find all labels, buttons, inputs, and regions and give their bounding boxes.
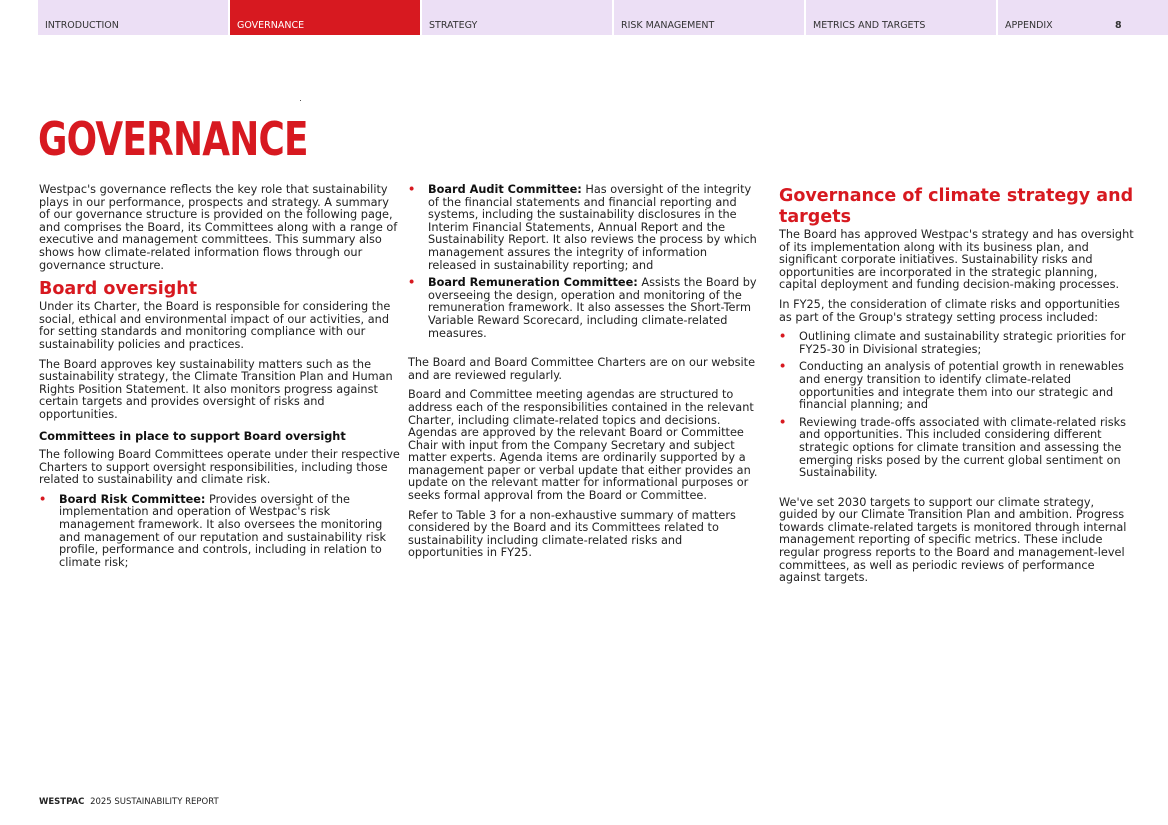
charters-paragraph: The Board and Board Committee Charters are on our website and are reviewed regularly. [408, 356, 756, 382]
page-title: GOVERNANCE [38, 112, 308, 166]
list-item-text: Reviewing trade-offs associated with climate-related risks and opportunities. This included considering different strategic options for climate transition and assessing the emerging risks posed by the current global sentiment on Sustainability. [799, 415, 1127, 480]
board-charter-paragraph: Under its Charter, the Board is responsible for considering the social, ethical and environmental impact of our activities, and for setting standards and monitoring compliance with our sustainability policies and practices. [39, 300, 391, 351]
agendas-paragraph: Board and Committee meeting agendas are structured to address each of the responsibilities contained in the relevant Charter, including climate-related topics and decisions. Agendas are approved by the relevant Board or Committee Chair with input from the Company Secretary and subject matter experts. Agenda items are ordinarily supported by a management paper or verbal update that either provides an update on the relevant matter for informational purposes or seeks formal approval from the Board or Committee. [408, 388, 754, 503]
footer-brand: WESTPAC [39, 797, 85, 807]
climate-governance-heading: Governance of climate strategy and targets [779, 186, 1134, 227]
committee-list-continued [408, 184, 758, 340]
tab-governance[interactable]: GOVERNANCE [230, 0, 420, 35]
bullet-icon: • [408, 276, 416, 290]
strategy-approval-paragraph: The Board has approved Westpac's strategy and has oversight of its implementation along with its business plan, and significant corporate initiatives. Sustainability risks and opportunities are incorporated in the strategic planning, capital deployment and funding decision-making processes. [779, 228, 1134, 292]
decorative-dot [300, 100, 301, 101]
strategy-process-list [779, 331, 1136, 480]
list-item [779, 331, 1136, 356]
bullet-icon: • [408, 183, 416, 196]
intro-paragraph: Westpac's governance reflects the key role that sustainability plays in our performance, prospects and strategy. A summary of our governance structure is provided on the following page, and comprises the Board, its Committees along with a range of executive and management committees. This summary also shows how climate-related information flows through our governance structure. [39, 183, 398, 272]
tab-metrics-and-targets[interactable]: METRICS AND TARGETS [806, 0, 996, 35]
column-left [39, 184, 401, 576]
fy25-consideration-paragraph: In FY25, the consideration of climate risks and opportunities as part of the Group's strategy setting process included: [779, 297, 1120, 324]
remuneration-committee-text: Assists the Board by overseeing the design, operation and monitoring of the remuneration framework. It also assesses the Short-Term Variable Reward Scorecard, including climate-related measures. [428, 276, 757, 340]
tab-strategy[interactable]: STRATEGY [422, 0, 612, 35]
tab-risk-management[interactable]: RISK MANAGEMENT [614, 0, 804, 35]
table-reference-paragraph: Refer to Table 3 for a non-exhaustive summary of matters considered by the Board and its Committees related to sustainability including climate-related risks and opportunities in FY25. [408, 508, 736, 560]
page-number: 8 [1115, 20, 1122, 31]
tab-introduction[interactable]: INTRODUCTION [38, 0, 228, 35]
bullet-icon: • [779, 415, 787, 429]
audit-committee-label: Board Audit Committee: [428, 183, 582, 196]
audit-committee-text: Has oversight of the integrity of the financial statements and financial reporting and systems, including the sustainability disclosures in the Interim Financial Statements, Annual Report and the Sustainability Report. It also reviews the process by which management assures the integrity of information released in sustainability reporting; and [428, 183, 757, 272]
risk-committee-text: Provides oversight of the implementation and operation of Westpac's risk management framework. It also oversees the monitoring and management of our reputation and sustainability risk profile, performance and controls, including in relation to climate risk; [59, 492, 387, 569]
committees-subheading: Committees in place to support Board oversight [39, 429, 346, 443]
list-item-text: Outlining climate and sustainability strategic priorities for FY25-30 in Divisional strategies; [799, 330, 1126, 356]
tab-appendix[interactable] [998, 0, 1168, 35]
list-item-risk-committee [39, 494, 401, 570]
remuneration-committee-label: Board Remuneration Committee: [428, 276, 638, 290]
top-navigation [38, 0, 1168, 35]
footer [39, 797, 219, 807]
list-item [779, 417, 1136, 480]
list-item-audit-committee [408, 184, 758, 272]
committees-paragraph: The following Board Committees operate under their respective Charters to support oversight responsibilities, including those related to sustainability and climate risk. [39, 448, 400, 487]
column-middle [408, 184, 758, 567]
risk-committee-label: Board Risk Committee: [59, 492, 206, 506]
bullet-icon: • [779, 330, 787, 344]
column-right [779, 184, 1136, 592]
committee-list [39, 494, 401, 570]
board-approves-paragraph: The Board approves key sustainability matters such as the sustainability strategy, the Climate Transition Plan and Human Rights Position Statement. It also monitors progress against certain targets and provides oversight of risks and opportunities. [39, 357, 393, 421]
list-item [779, 361, 1136, 411]
tab-appendix-label: APPENDIX [1005, 20, 1053, 31]
targets-paragraph: We've set 2030 targets to support our climate strategy, guided by our Climate Transition Plan and ambition. Progress towards climate-related targets is monitored through internal management reporting of specific metrics. These include regular progress reports to the Board and management-level committees, as well as periodic reviews of performance against targets. [779, 495, 1127, 585]
list-item-remuneration-committee [408, 277, 758, 340]
bullet-icon: • [39, 492, 47, 506]
board-oversight-heading: Board oversight [39, 279, 198, 300]
footer-report-title: 2025 SUSTAINABILITY REPORT [90, 797, 219, 807]
list-item-text: Conducting an analysis of potential growth in renewables and energy transition to identify climate-related opportunities and integrate them into our strategic and financial planning; and [799, 360, 1124, 412]
bullet-icon: • [779, 360, 787, 374]
